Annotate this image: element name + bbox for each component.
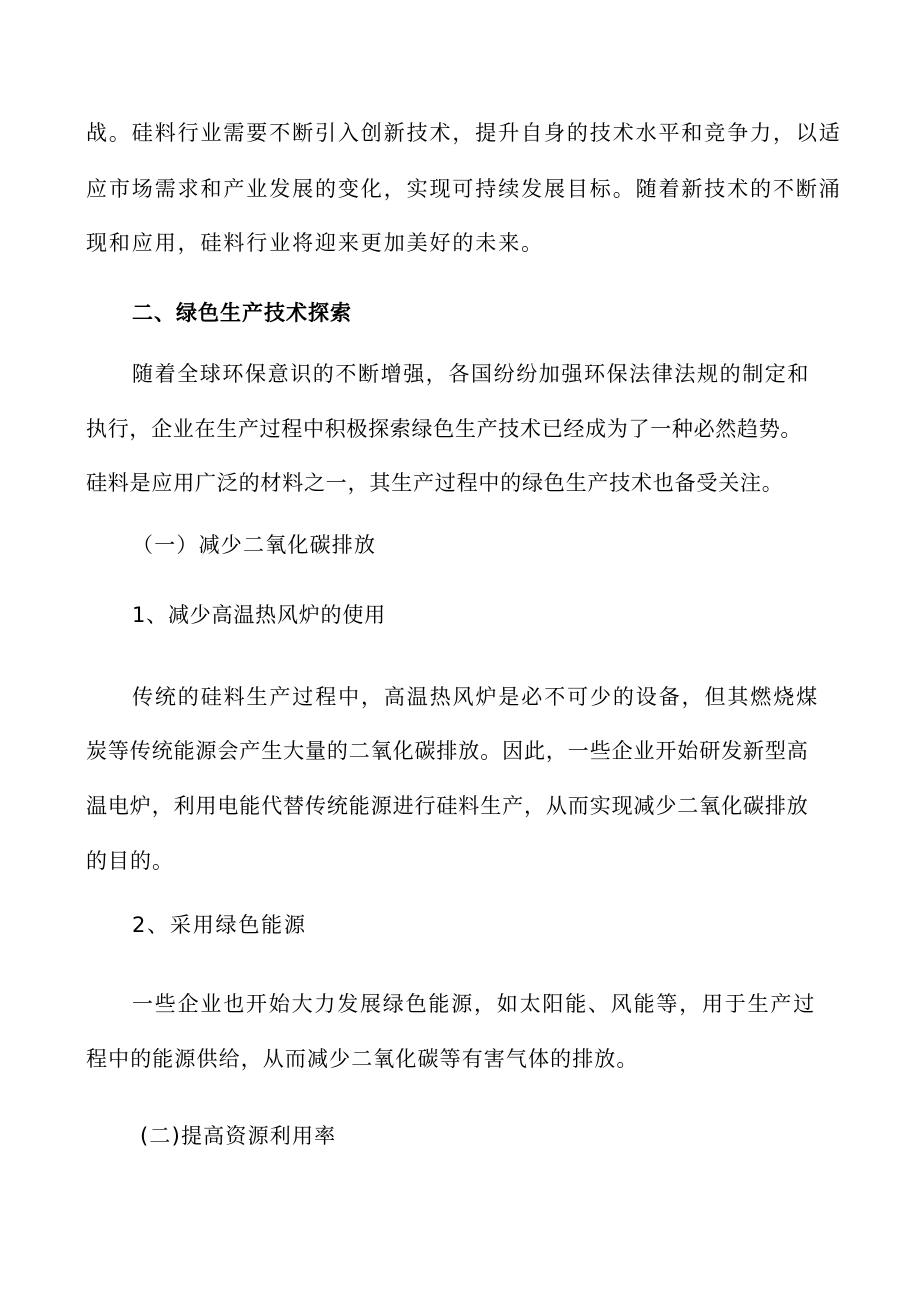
paragraph-line: 随着全球环保意识的不断增强，各国纷纷加强环保法律法规的制定和 [132,362,810,386]
section-heading: 二、绿色生产技术探索 [132,301,352,325]
paragraph-line: 炭等传统能源会产生大量的二氧化碳排放。因此，一些企业开始研发新型高 [86,739,809,763]
subsection-heading: (二)提高资源利用率 [140,1124,337,1148]
paragraph-line: 传统的硅料生产过程中，高温热风炉是必不可少的设备，但其燃烧煤 [132,685,819,709]
paragraph-line: 程中的能源供给，从而减少二氧化碳等有害气体的排放。 [86,1047,639,1071]
paragraph-line: 的目的。 [86,849,174,873]
item-heading: 1、减少高温热风炉的使用 [132,603,386,627]
paragraph-line: 一些企业也开始大力发展绿色能源，如太阳能、风能等，用于生产过 [132,992,816,1016]
item-heading: 2、采用绿色能源 [132,913,307,937]
paragraph-line: 战。硅料行业需要不断引入创新技术，提升自身的技术水平和竞争力，以适 [86,121,842,145]
paragraph-line: 执行，企业在生产过程中积极探索绿色生产技术已经成为了一种必然趋势。 [86,417,803,441]
paragraph-line: 应市场需求和产业发展的变化，实现可持续发展目标。随着新技术的不断涌 [86,177,842,201]
paragraph-line: 温电炉，利用电能代替传统能源进行硅料生产，从而实现减少二氧化碳排放 [86,794,809,818]
paragraph-line: 硅料是应用广泛的材料之一，其生产过程中的绿色生产技术也备受关注。 [86,471,784,495]
paragraph-line: 现和应用，硅料行业将迎来更加美好的未来。 [86,231,544,255]
subsection-heading: （一）减少二氧化碳排放 [132,533,377,557]
